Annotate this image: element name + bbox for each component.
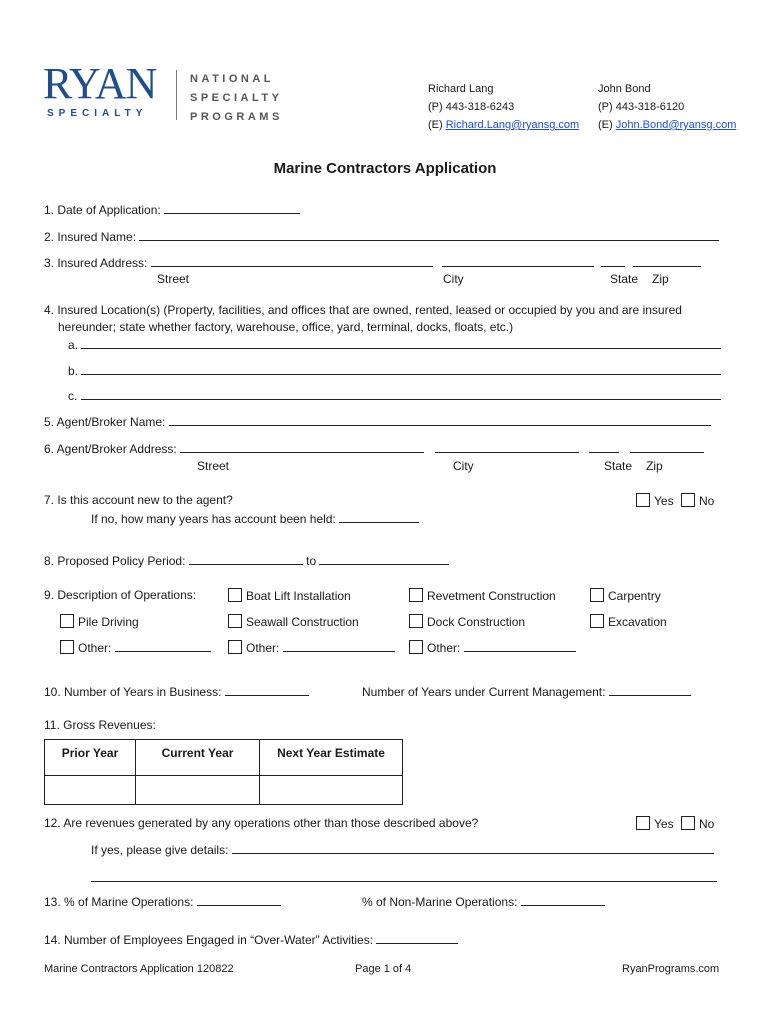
op-boat-lift[interactable] <box>228 588 351 603</box>
non-marine-ops-pct-field[interactable] <box>521 894 605 906</box>
op-label: Seawall Construction <box>246 615 359 629</box>
state-label: State <box>604 459 633 473</box>
contact-phone: (P) 443-318-6120 <box>598 101 685 113</box>
no-label: No <box>699 494 715 508</box>
agent-name-field[interactable] <box>169 414 711 426</box>
contact-richard <box>428 80 579 134</box>
years-held-field[interactable] <box>339 511 419 523</box>
op-excavation[interactable] <box>590 614 667 629</box>
logo-ryan: RYAN <box>43 59 157 108</box>
op-other-3[interactable] <box>409 640 576 655</box>
logo-nsp-line: SPECIALTY <box>190 92 283 104</box>
op-label: Other: <box>78 641 112 655</box>
q10b-row <box>362 684 691 699</box>
q12-label: 12. Are revenues generated by any operations other than those described above? <box>44 816 479 830</box>
footer-form-id: Marine Contractors Application 120822 <box>44 963 234 975</box>
logo-divider <box>176 70 177 120</box>
agent-state-field[interactable] <box>589 441 619 453</box>
city-label: City <box>453 459 474 473</box>
op-label: Pile Driving <box>78 615 139 629</box>
op-other-2[interactable] <box>228 640 395 655</box>
q7-yes-option[interactable] <box>636 493 674 508</box>
op-revetment[interactable] <box>409 588 556 603</box>
op-checkbox[interactable] <box>228 614 242 628</box>
op-seawall[interactable] <box>228 614 359 629</box>
table-row <box>45 776 403 805</box>
agent-zip-field[interactable] <box>630 441 704 453</box>
marine-ops-pct-field[interactable] <box>197 894 281 906</box>
location-c-label: c. <box>68 389 78 403</box>
q8-label: 8. Proposed Policy Period: <box>44 554 186 568</box>
op-other-field[interactable] <box>115 640 211 652</box>
contact-email-link[interactable]: Richard.Lang@ryansg.com <box>445 119 580 131</box>
logo-specialty: SPECIALTY <box>47 108 148 119</box>
location-a-row <box>68 337 721 352</box>
q14-label: 14. Number of Employees Engaged in “Over-Water” Activities: <box>44 933 374 947</box>
logo-nsp-line: PROGRAMS <box>190 111 283 123</box>
next-year-cell[interactable] <box>260 776 403 805</box>
policy-from-field[interactable] <box>189 553 303 565</box>
over-water-employees-field[interactable] <box>376 932 458 944</box>
col-next-year: Next Year Estimate <box>260 740 403 776</box>
op-label: Excavation <box>608 615 667 629</box>
contact-email-row <box>598 116 736 134</box>
revenue-details-field[interactable] <box>232 842 714 854</box>
col-current-year: Current Year <box>136 740 260 776</box>
q11-label: 11. Gross Revenues: <box>44 718 156 732</box>
op-other-field[interactable] <box>283 640 395 652</box>
contact-name: Richard Lang <box>428 83 494 95</box>
insured-street-field[interactable] <box>151 255 433 267</box>
footer-website: RyanPrograms.com <box>622 963 720 975</box>
contact-name: John Bond <box>598 83 651 95</box>
location-b-field[interactable] <box>81 363 721 375</box>
q12b-row <box>91 842 714 857</box>
q8-to-label: to <box>306 554 317 568</box>
zip-label: Zip <box>646 459 663 473</box>
q13b-row <box>362 894 605 909</box>
q1-row <box>44 202 300 217</box>
q12-yes-checkbox[interactable] <box>636 816 650 830</box>
email-prefix: (E) <box>598 119 616 131</box>
contact-email-link[interactable]: John.Bond@ryansg.com <box>615 119 737 131</box>
logo-nsp-line: NATIONAL <box>190 73 275 85</box>
location-b-row <box>68 363 721 378</box>
op-checkbox[interactable] <box>60 640 74 654</box>
q10-label: 10. Number of Years in Business: <box>44 685 222 699</box>
q4-label-cont: hereunder; state whether factory, warehouse, office, yard, terminal, docks, floats, etc.) <box>58 320 514 334</box>
agent-city-field[interactable] <box>435 441 579 453</box>
q6-label: 6. Agent/Broker Address: <box>44 442 177 456</box>
footer-page-number: Page 1 of 4 <box>355 963 412 975</box>
op-checkbox[interactable] <box>590 614 604 628</box>
zip-label: Zip <box>652 272 669 286</box>
q1-label: 1. Date of Application: <box>44 203 161 217</box>
q3-row <box>44 255 701 270</box>
insured-zip-field[interactable] <box>633 255 701 267</box>
years-in-business-field[interactable] <box>225 684 309 696</box>
op-label: Other: <box>246 641 280 655</box>
years-current-mgmt-field[interactable] <box>609 684 691 696</box>
state-label: State <box>610 272 639 286</box>
location-a-field[interactable] <box>81 337 721 349</box>
op-checkbox[interactable] <box>409 640 423 654</box>
street-label: Street <box>197 459 230 473</box>
op-label: Other: <box>427 641 461 655</box>
q2-row <box>44 229 719 244</box>
q6-row <box>44 441 704 456</box>
q10b-label: Number of Years under Current Management: <box>362 685 606 699</box>
op-checkbox[interactable] <box>409 614 423 628</box>
q7-yes-checkbox[interactable] <box>636 493 650 507</box>
yes-label: Yes <box>654 817 674 831</box>
insured-state-field[interactable] <box>601 255 625 267</box>
q8-row <box>44 553 449 568</box>
date-of-application-field[interactable] <box>164 202 300 214</box>
q12b-label: If yes, please give details: <box>91 843 229 857</box>
location-c-field[interactable] <box>81 388 721 400</box>
op-pile-driving[interactable] <box>60 614 139 629</box>
page-title: Marine Contractors Application <box>273 160 497 177</box>
agent-street-field[interactable] <box>180 441 424 453</box>
contact-john <box>598 80 736 134</box>
current-year-cell[interactable] <box>136 776 260 805</box>
location-a-label: a. <box>68 338 79 352</box>
prior-year-cell[interactable] <box>45 776 136 805</box>
op-label: Boat Lift Installation <box>246 589 351 603</box>
q13-row <box>44 894 281 909</box>
op-checkbox[interactable] <box>590 588 604 602</box>
q10-row <box>44 684 309 699</box>
q3-label: 3. Insured Address: <box>44 256 148 270</box>
q5-row <box>44 414 711 429</box>
q12-yes-option[interactable] <box>636 816 674 831</box>
q14-row <box>44 932 458 947</box>
q4-label: 4. Insured Location(s) (Property, facilities, and offices that are owned, rented, leased or occupied by you and are insured <box>44 303 682 317</box>
q12c-row <box>91 870 717 885</box>
email-prefix: (E) <box>428 119 446 131</box>
contact-phone: (P) 443-318-6243 <box>428 101 515 113</box>
q2-label: 2. Insured Name: <box>44 230 137 244</box>
q7-no-option[interactable] <box>681 493 714 508</box>
op-checkbox[interactable] <box>409 588 423 602</box>
city-label: City <box>443 272 464 286</box>
op-carpentry[interactable] <box>590 588 661 603</box>
op-other-1[interactable] <box>60 640 211 655</box>
q9-label: 9. Description of Operations: <box>44 588 197 602</box>
yes-label: Yes <box>654 494 674 508</box>
insured-name-field[interactable] <box>139 229 719 241</box>
policy-to-field[interactable] <box>319 553 449 565</box>
op-other-field[interactable] <box>464 640 576 652</box>
table-header-row <box>45 740 403 776</box>
q13b-label: % of Non-Marine Operations: <box>362 895 518 909</box>
col-prior-year: Prior Year <box>45 740 136 776</box>
contact-email-row <box>428 116 579 134</box>
street-label: Street <box>157 272 190 286</box>
op-dock[interactable] <box>409 614 525 629</box>
op-checkbox[interactable] <box>228 640 242 654</box>
op-label: Dock Construction <box>427 615 526 629</box>
gross-revenues-table <box>44 739 403 805</box>
op-label: Revetment Construction <box>427 589 556 603</box>
location-b-label: b. <box>68 364 79 378</box>
op-checkbox[interactable] <box>228 588 242 602</box>
op-label: Carpentry <box>608 589 661 603</box>
q7-label: 7. Is this account new to the agent? <box>44 493 233 507</box>
q12-no-checkbox[interactable] <box>681 816 695 830</box>
op-checkbox[interactable] <box>60 614 74 628</box>
q7-no-checkbox[interactable] <box>681 493 695 507</box>
location-c-row <box>68 388 721 403</box>
q7b-label: If no, how many years has account been held: <box>91 512 336 526</box>
q13-label: 13. % of Marine Operations: <box>44 895 194 909</box>
no-label: No <box>699 817 715 831</box>
insured-city-field[interactable] <box>442 255 594 267</box>
q5-label: 5. Agent/Broker Name: <box>44 415 166 429</box>
logo-nsp <box>190 70 283 127</box>
revenue-details-field-2[interactable] <box>91 870 717 882</box>
q12-no-option[interactable] <box>681 816 714 831</box>
q7b-row <box>91 511 419 526</box>
